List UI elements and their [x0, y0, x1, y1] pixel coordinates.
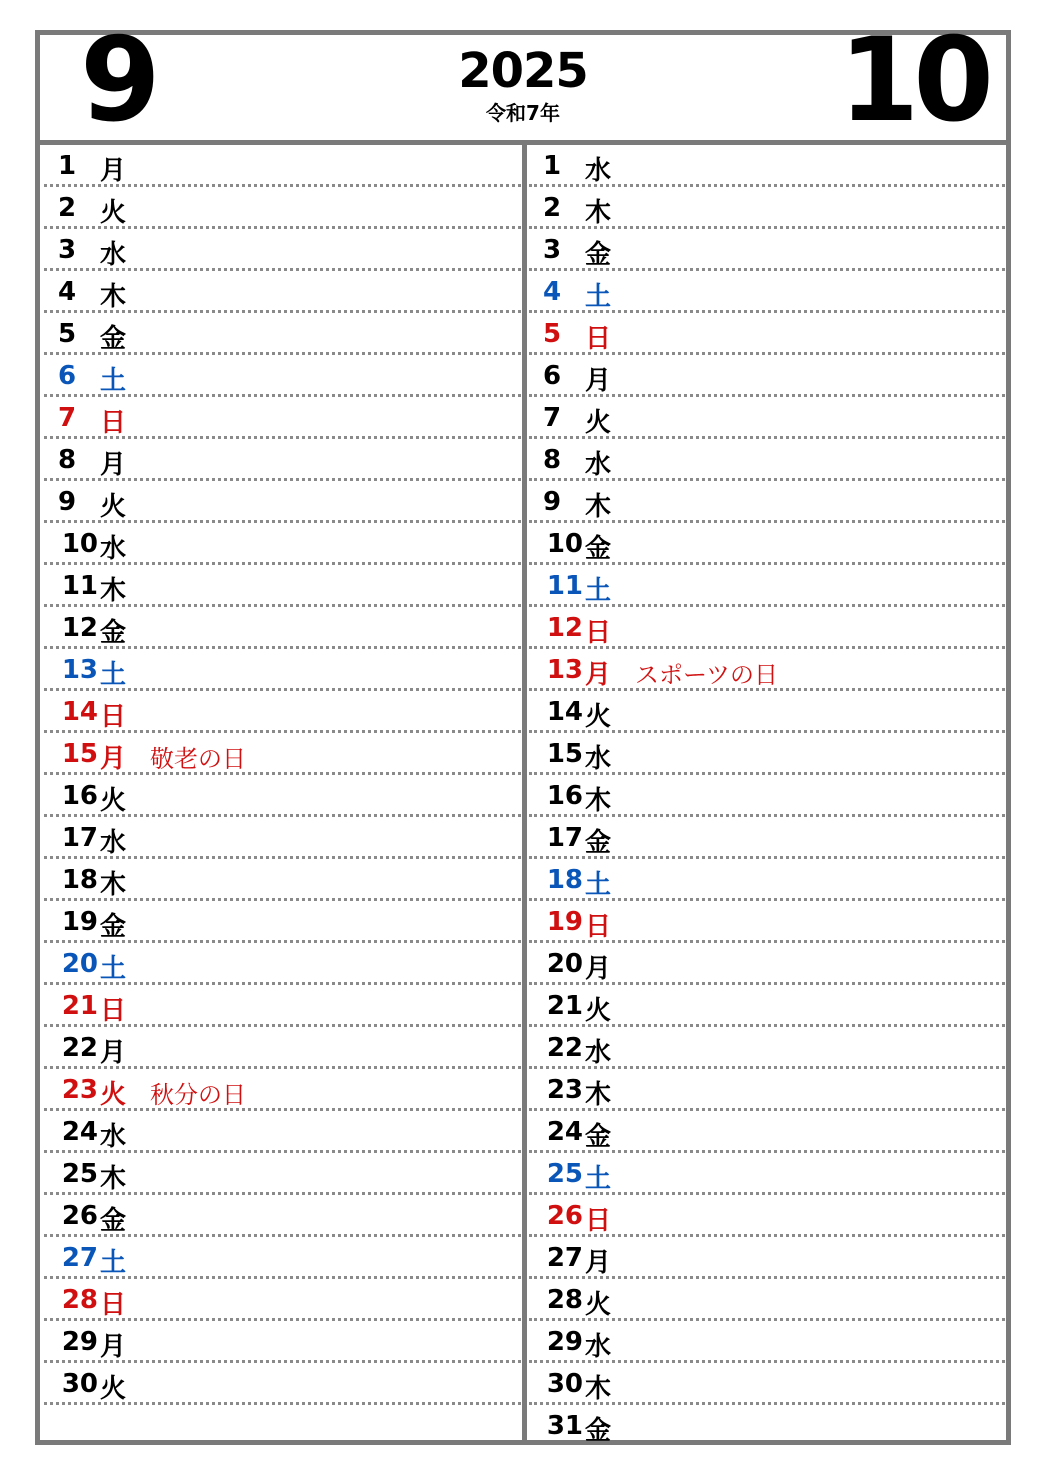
- day-row: [44, 691, 521, 733]
- day-row: [44, 565, 521, 607]
- day-row: [529, 1153, 1005, 1195]
- day-number: 30: [61, 1369, 98, 1399]
- day-row: [529, 1195, 1005, 1237]
- weekday-label: 日: [100, 996, 127, 1026]
- day-row: [44, 355, 521, 397]
- day-number: 29: [546, 1327, 583, 1357]
- weekday-label: 木: [585, 492, 612, 522]
- day-number: 23: [61, 1075, 98, 1105]
- day-row: [529, 1237, 1005, 1279]
- day-number: 21: [61, 991, 98, 1021]
- weekday-label: 火: [100, 492, 127, 522]
- day-row: [44, 775, 521, 817]
- day-row: [529, 985, 1005, 1027]
- weekday-label: 月: [100, 156, 127, 186]
- weekday-label: 土: [100, 366, 127, 396]
- weekday-label: 金: [100, 324, 127, 354]
- month-right: 10: [838, 13, 988, 148]
- day-row: [44, 1237, 521, 1279]
- calendar-frame: [35, 13, 1011, 1446]
- day-row: [529, 649, 1005, 691]
- weekday-label: 金: [585, 240, 612, 270]
- day-number: 29: [61, 1327, 98, 1357]
- day-row: [529, 1279, 1005, 1321]
- weekday-label: 日: [100, 408, 127, 438]
- day-number: 25: [61, 1159, 98, 1189]
- day-row: [44, 649, 521, 691]
- day-row: [529, 229, 1005, 271]
- day-number: 21: [546, 991, 583, 1021]
- weekday-label: 日: [585, 324, 612, 354]
- weekday-label: 土: [100, 660, 127, 690]
- day-number: 15: [546, 739, 583, 769]
- day-row: [44, 817, 521, 859]
- day-row: [44, 1405, 521, 1447]
- day-number: 18: [61, 865, 98, 895]
- weekday-label: 水: [100, 1122, 127, 1152]
- day-row: [44, 481, 521, 523]
- weekday-label: 火: [585, 702, 612, 732]
- day-row: [44, 439, 521, 481]
- weekday-label: 土: [585, 870, 612, 900]
- day-number: 1: [543, 151, 562, 181]
- day-row: [529, 1363, 1005, 1405]
- day-row: [529, 565, 1005, 607]
- day-number: 14: [61, 697, 98, 727]
- weekday-label: 月: [100, 1038, 127, 1068]
- day-number: 7: [58, 403, 77, 433]
- day-number: 10: [61, 529, 98, 559]
- day-number: 22: [546, 1033, 583, 1063]
- weekday-label: 火: [100, 1080, 127, 1110]
- day-row: [529, 1069, 1005, 1111]
- weekday-label: 水: [585, 156, 612, 186]
- day-number: 11: [546, 571, 583, 601]
- day-number: 25: [546, 1159, 583, 1189]
- weekday-label: 木: [585, 1374, 612, 1404]
- weekday-label: 月: [100, 450, 127, 480]
- day-number: 6: [543, 361, 562, 391]
- day-number: 3: [543, 235, 562, 265]
- day-row: [529, 481, 1005, 523]
- holiday-name: スポーツの日: [635, 661, 779, 689]
- day-row: [44, 985, 521, 1027]
- day-row: [44, 733, 521, 775]
- day-number: 9: [543, 487, 562, 517]
- day-number: 22: [61, 1033, 98, 1063]
- day-row: [529, 439, 1005, 481]
- day-row: [529, 271, 1005, 313]
- weekday-label: 水: [585, 744, 612, 774]
- weekday-label: 木: [100, 1164, 127, 1194]
- day-number: 12: [546, 613, 583, 643]
- weekday-label: 日: [585, 1206, 612, 1236]
- day-row: [44, 187, 521, 229]
- day-row: [44, 1321, 521, 1363]
- day-row: [529, 313, 1005, 355]
- day-row: [529, 607, 1005, 649]
- day-row: [529, 1405, 1005, 1447]
- day-number: 11: [61, 571, 98, 601]
- day-row: [44, 313, 521, 355]
- day-number: 8: [543, 445, 562, 475]
- weekday-label: 土: [100, 954, 127, 984]
- day-number: 27: [546, 1243, 583, 1273]
- weekday-label: 月: [585, 1248, 612, 1278]
- day-row: [529, 1321, 1005, 1363]
- day-number: 23: [546, 1075, 583, 1105]
- day-row: [44, 145, 521, 187]
- holiday-name: 敬老の日: [150, 745, 246, 773]
- weekday-label: 木: [100, 870, 127, 900]
- day-row: [529, 187, 1005, 229]
- day-number: 19: [61, 907, 98, 937]
- day-number: 3: [58, 235, 77, 265]
- day-row: [44, 397, 521, 439]
- weekday-label: 土: [585, 576, 612, 606]
- day-number: 4: [543, 277, 562, 307]
- day-number: 26: [61, 1201, 98, 1231]
- day-number: 20: [546, 949, 583, 979]
- october-column: [529, 145, 1005, 1447]
- day-number: 5: [58, 319, 77, 349]
- day-number: 8: [58, 445, 77, 475]
- day-row: [529, 1027, 1005, 1069]
- day-row: [44, 901, 521, 943]
- weekday-label: 水: [585, 1038, 612, 1068]
- weekday-label: 金: [100, 912, 127, 942]
- weekday-label: 月: [100, 1332, 127, 1362]
- day-number: 7: [543, 403, 562, 433]
- day-number: 16: [546, 781, 583, 811]
- weekday-label: 火: [585, 408, 612, 438]
- day-row: [44, 1363, 521, 1405]
- day-number: 15: [61, 739, 98, 769]
- day-row: [44, 607, 521, 649]
- day-row: [44, 943, 521, 985]
- day-row: [529, 355, 1005, 397]
- year-label: 2025: [458, 43, 588, 99]
- day-row: [529, 691, 1005, 733]
- day-row: [44, 523, 521, 565]
- september-column: [44, 145, 521, 1447]
- day-number: 10: [546, 529, 583, 559]
- day-number: 16: [61, 781, 98, 811]
- day-number: 6: [58, 361, 77, 391]
- weekday-label: 金: [585, 828, 612, 858]
- day-number: 26: [546, 1201, 583, 1231]
- day-number: 4: [58, 277, 77, 307]
- day-number: 5: [543, 319, 562, 349]
- day-number: 28: [546, 1285, 583, 1315]
- weekday-label: 木: [100, 282, 127, 312]
- day-number: 2: [543, 193, 562, 223]
- day-number: 1: [58, 151, 77, 181]
- weekday-label: 水: [585, 1332, 612, 1362]
- day-number: 2: [58, 193, 77, 223]
- weekday-label: 木: [585, 1080, 612, 1110]
- day-number: 31: [546, 1411, 583, 1441]
- day-row: [529, 859, 1005, 901]
- weekday-label: 月: [100, 744, 127, 774]
- weekday-label: 金: [100, 1206, 127, 1236]
- weekday-label: 金: [585, 1416, 612, 1446]
- day-number: 20: [61, 949, 98, 979]
- day-row: [529, 145, 1005, 187]
- weekday-label: 木: [585, 198, 612, 228]
- day-number: 19: [546, 907, 583, 937]
- day-number: 24: [546, 1117, 583, 1147]
- weekday-label: 月: [585, 954, 612, 984]
- holiday-name: 秋分の日: [150, 1081, 246, 1109]
- weekday-label: 水: [585, 450, 612, 480]
- day-row: [529, 733, 1005, 775]
- day-row: [529, 397, 1005, 439]
- weekday-label: 水: [100, 828, 127, 858]
- weekday-label: 火: [585, 996, 612, 1026]
- column-divider: [522, 145, 527, 1440]
- weekday-label: 木: [100, 576, 127, 606]
- day-row: [44, 1027, 521, 1069]
- weekday-label: 火: [100, 786, 127, 816]
- day-number: 17: [61, 823, 98, 853]
- day-row: [44, 859, 521, 901]
- weekday-label: 木: [585, 786, 612, 816]
- weekday-label: 水: [100, 534, 127, 564]
- day-row: [529, 775, 1005, 817]
- day-row: [44, 271, 521, 313]
- day-row: [529, 523, 1005, 565]
- day-row: [529, 901, 1005, 943]
- weekday-label: 水: [100, 240, 127, 270]
- day-number: 17: [546, 823, 583, 853]
- weekday-label: 金: [585, 1122, 612, 1152]
- day-number: 14: [546, 697, 583, 727]
- weekday-label: 土: [585, 282, 612, 312]
- day-number: 28: [61, 1285, 98, 1315]
- day-number: 13: [61, 655, 98, 685]
- era-label: 令和7年: [486, 101, 560, 125]
- weekday-label: 土: [100, 1248, 127, 1278]
- weekday-label: 火: [100, 1374, 127, 1404]
- day-number: 27: [61, 1243, 98, 1273]
- day-number: 13: [546, 655, 583, 685]
- day-row: [529, 943, 1005, 985]
- weekday-label: 日: [100, 1290, 127, 1320]
- weekday-label: 土: [585, 1164, 612, 1194]
- day-row: [44, 1279, 521, 1321]
- day-number: 9: [58, 487, 77, 517]
- day-row: [44, 1111, 521, 1153]
- day-row: [529, 817, 1005, 859]
- weekday-label: 月: [585, 660, 612, 690]
- day-number: 12: [61, 613, 98, 643]
- weekday-label: 月: [585, 366, 612, 396]
- day-row: [44, 1195, 521, 1237]
- weekday-label: 火: [100, 198, 127, 228]
- weekday-label: 日: [100, 702, 127, 732]
- weekday-label: 金: [585, 534, 612, 564]
- weekday-label: 日: [585, 618, 612, 648]
- calendar-header: [40, 13, 1006, 148]
- day-row: [44, 229, 521, 271]
- month-left: 9: [80, 13, 161, 148]
- day-number: 30: [546, 1369, 583, 1399]
- day-number: 24: [61, 1117, 98, 1147]
- weekday-label: 日: [585, 912, 612, 942]
- day-row: [44, 1153, 521, 1195]
- weekday-label: 火: [585, 1290, 612, 1320]
- day-number: 18: [546, 865, 583, 895]
- day-row: [44, 1069, 521, 1111]
- day-row: [529, 1111, 1005, 1153]
- weekday-label: 金: [100, 618, 127, 648]
